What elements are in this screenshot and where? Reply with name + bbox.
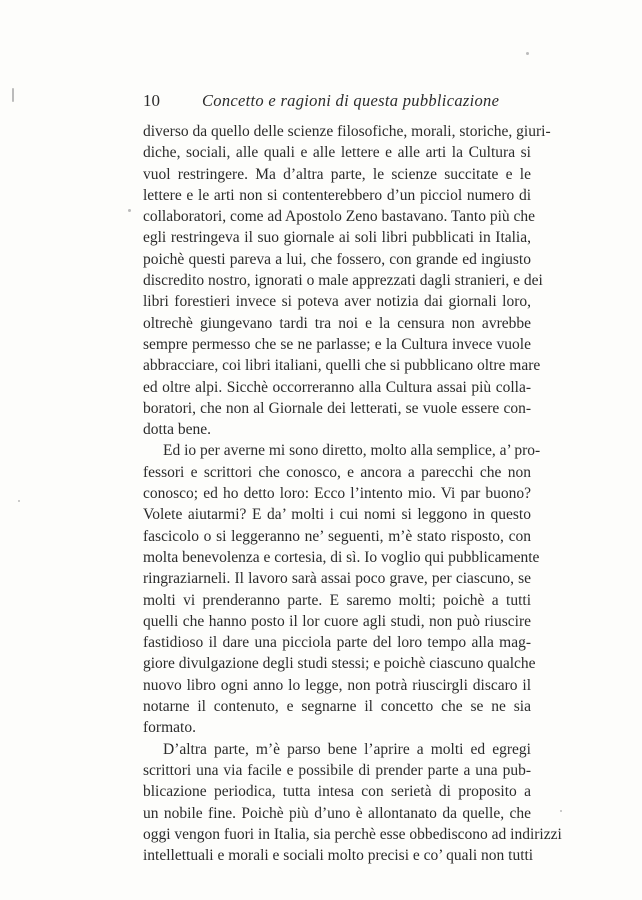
text-line: notarne il contenuto, e segnarne il concetto che se ne sia [143, 698, 531, 716]
speck [526, 52, 529, 55]
text-line: libri forestieri invece si poteva aver notizia dai giornali loro, [143, 293, 531, 311]
text-line: Ed io per averne mi sono diretto, molto alla semplice, a’ pro- [163, 442, 541, 460]
text-line: molti vi prenderanno parte. E saremo molti; poichè a tutti [143, 591, 531, 609]
page-number: 10 [143, 91, 160, 110]
running-title: Concetto e ragioni di questa pubblicazione [202, 91, 500, 110]
text-line: egli restringeva il suo giornale ai soli libri pubblicati in Italia, [143, 229, 531, 247]
text-line: vuol restringere. Ma d’altra parte, le scienze succitate e le [143, 165, 531, 183]
text-line: fessori e scrittori che conosco, e ancora a parecchi che non [143, 463, 531, 481]
text-line: sempre permesso che se ne parlasse; e la Cultura invece vuole [143, 335, 531, 353]
text-line: dotta bene. [143, 421, 212, 439]
text-line: ed oltre alpi. Sicchè occorreranno alla Cultura assai più colla- [143, 378, 531, 396]
text-line: scrittori una via facile e possibile di prender parte a una pub- [143, 761, 531, 779]
text-line: giore divulgazione degli studi stessi; e poichè ciascuno qualche [143, 655, 536, 673]
text-line: ringraziarneli. Il lavoro sarà assai poco grave, per ciascuno, se [143, 570, 531, 588]
speck [128, 209, 131, 212]
text-line: fastidioso il dare una picciola parte del loro tempo alla mag- [143, 634, 531, 652]
text-line: conosco; ed ho detto loro: Ecco l’intento mio. Vi par buono? [143, 485, 531, 503]
page-header [143, 91, 531, 115]
text-line: oggi vengon fuori in Italia, sia perchè esse obbediscono ad indirizzi [143, 825, 562, 843]
speck [560, 810, 562, 812]
text-line: diche, sociali, alle quali e alle lettere e alle arti la Cultura si [143, 144, 531, 162]
text-line: intellettuali e morali e sociali molto precisi e co’ quali non tutti [143, 847, 534, 865]
text-line: oltrechè giungevano tardi tra noi e la censura non avrebbe [143, 314, 531, 332]
text-line: molta benevolenza e cortesia, di sì. Io voglio qui pubblicamente [143, 548, 540, 566]
speck [18, 500, 20, 502]
text-line: quelli che hanno posto il lor cuore agli studi, non può riuscire [143, 612, 531, 630]
text-line: formato. [143, 719, 196, 737]
text-line: nuovo libro ogni anno lo legge, non potrà riuscirgli discaro il [143, 676, 531, 694]
text-line: D’altra parte, m’è parso bene l’aprire a molti ed egregi [163, 740, 531, 758]
body-text [143, 121, 562, 866]
text-line: Volete aiutarmi? E da’ molti i cui nomi si leggono in questo [143, 506, 531, 524]
speck [12, 88, 14, 102]
text-line: diverso da quello delle scienze filosofiche, morali, storiche, giuri- [143, 123, 551, 140]
text-line: discredito nostro, ignorati o male apprezzati dagli stranieri, e dei [143, 272, 543, 290]
text-line: fascicolo o si leggeranno ne’ seguenti, m’è stato risposto, con [143, 527, 531, 545]
text-line: un nobile fine. Poichè più d’uno è allontanato da quelle, che [143, 804, 531, 822]
text-line: lettere e le arti non si contenterebbero d’un picciol numero di [143, 186, 531, 204]
text-line: boratori, che non al Giornale dei letterati, se vuole essere con- [143, 399, 531, 417]
text-line: poichè questi pareva a lui, che fossero, con grande ed ingiusto [143, 250, 531, 268]
text-line: blicazione periodica, tutta intesa con serietà di proposito a [143, 783, 531, 801]
text-line: abbracciare, coi libri italiani, quelli che si pubblicano oltre mare [143, 357, 541, 375]
text-line: collaboratori, come ad Apostolo Zeno bastavano. Tanto più che [143, 208, 536, 226]
